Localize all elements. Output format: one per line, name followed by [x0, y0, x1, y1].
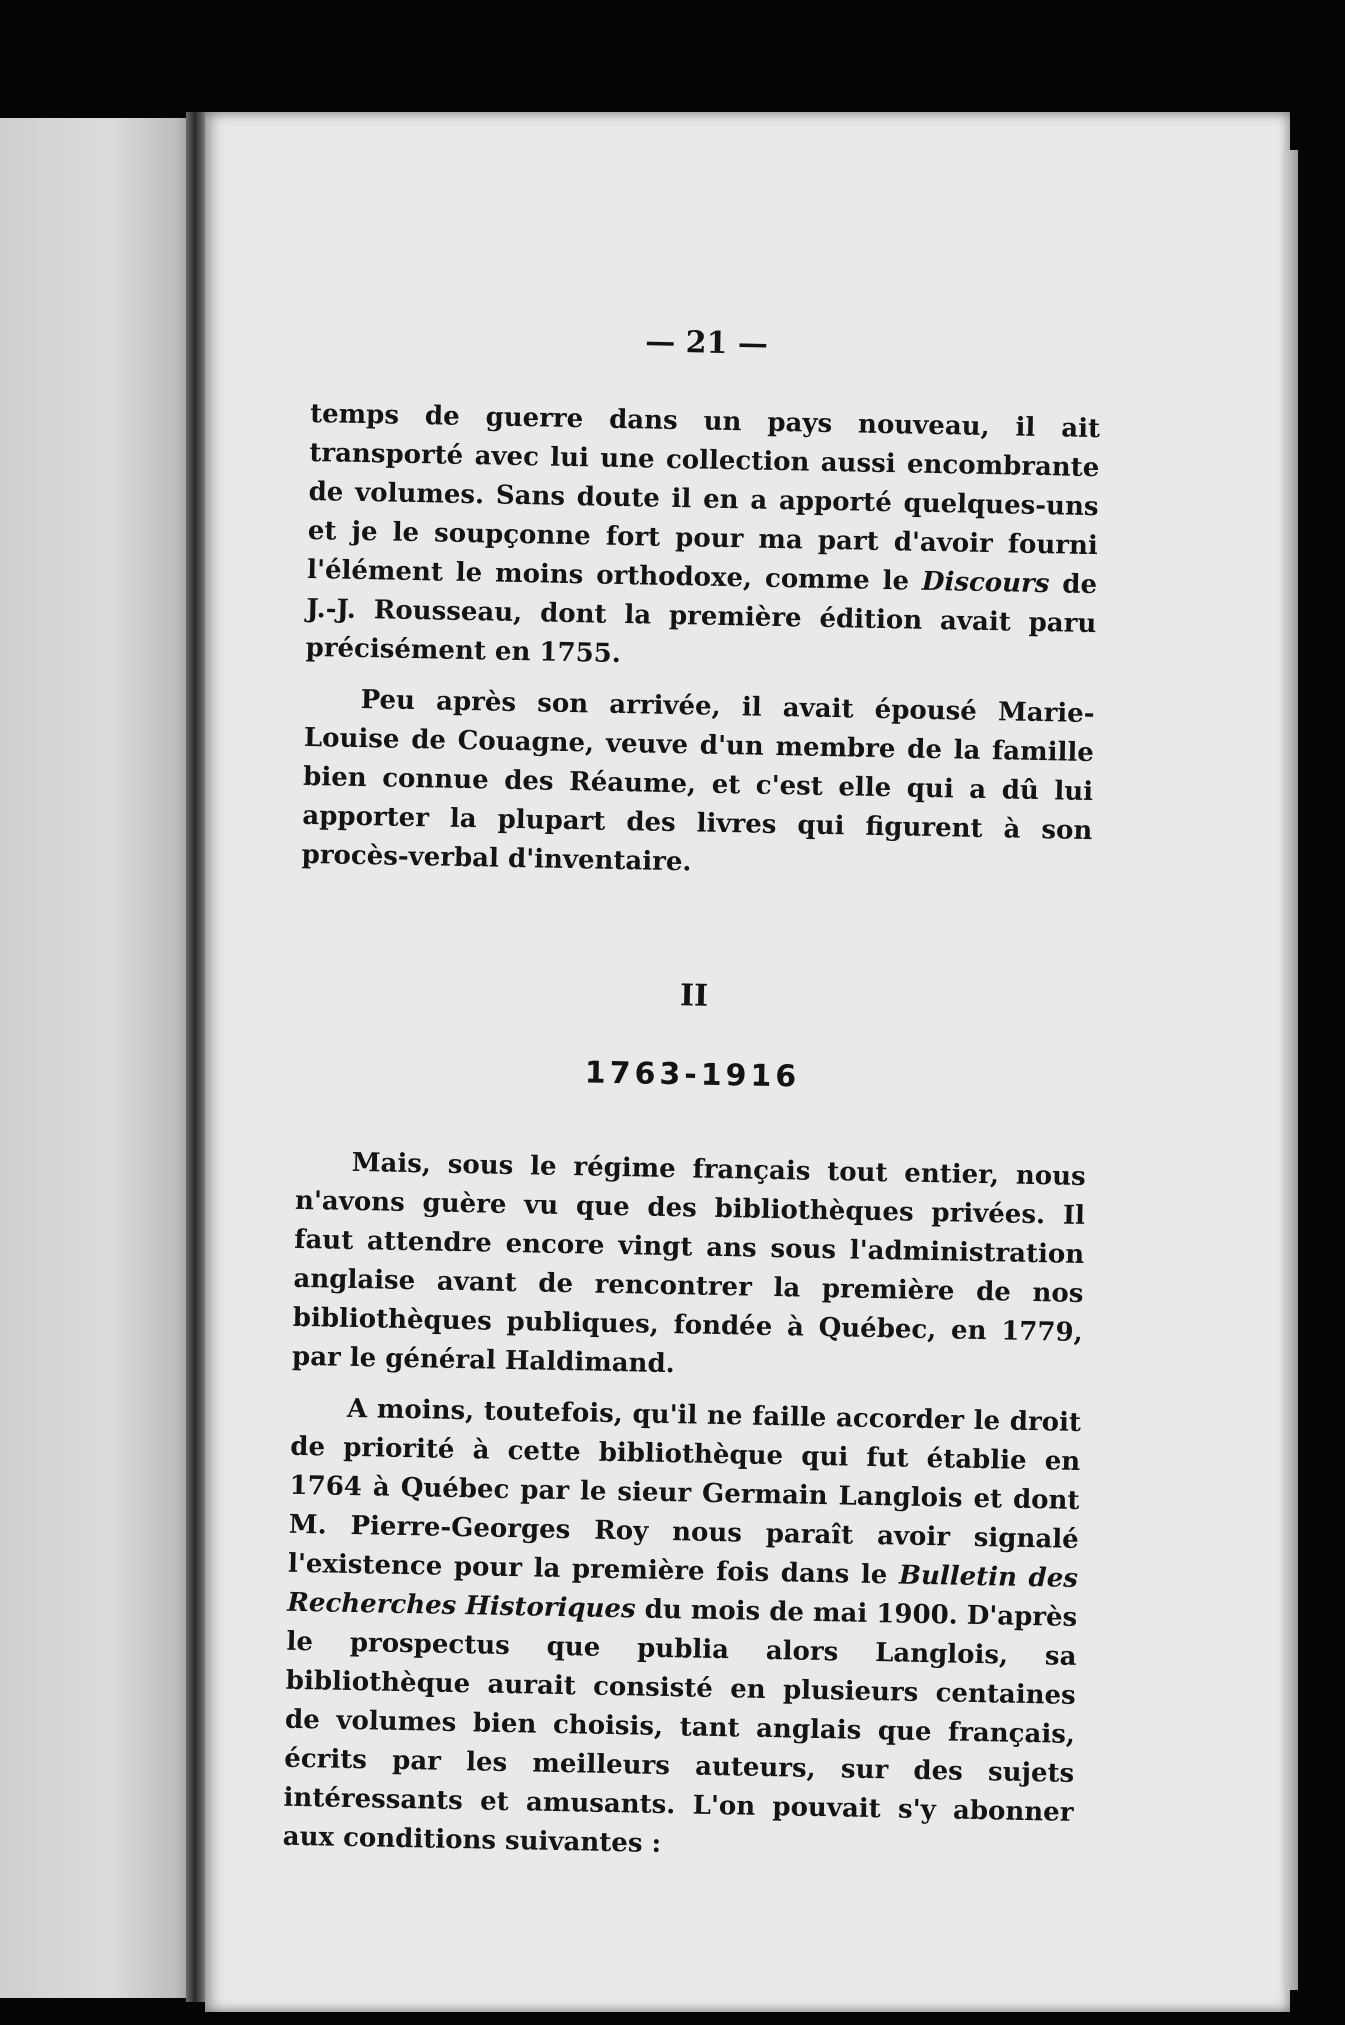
section-number: II: [679, 978, 709, 1014]
paragraph-text: A moins, toutefois, qu'il ne faille accorder le droit de priorité à cette bibliothèque qui fut établie en 1764 à Québec par le sieur Germain Langlois et dont M. Pierre-Georges Roy nous paraît avoir signalé l'existence pour la première fois dans le: [287, 1393, 1082, 1591]
paragraph: [301, 680, 1095, 890]
paragraph-text: Peu après son arrivée, il avait épousé Marie-Louise de Couagne, veuve d'un membre de la famille bien connue des Réaume, et c'est elle qui a dû lui apporter la plupart des livres qui figurent à son procès-verbal d'inventaire.: [301, 685, 1095, 878]
paragraph: [282, 1389, 1081, 1872]
italic-title: Bulletin des Recherches Historiques: [287, 1560, 1079, 1625]
text-block-top: [301, 395, 1100, 890]
paragraph: [292, 1143, 1086, 1392]
paragraph-text: de J.-J. Rousseau, dont la première édition avait paru précisément en 1755.: [305, 569, 1098, 669]
text-block-bottom: [282, 1143, 1086, 1872]
paragraph-text: temps de guerre dans un pays nouveau, il ait transporté avec lui une collection aussi encombrante de volumes. Sans doute il en a apporté quelques-uns et je le soupçonne fort pour ma part d'avoir fourni l'élément le moins orthodoxe, comme le: [306, 398, 1101, 597]
paragraph: [305, 395, 1100, 683]
left-page-edge: [0, 118, 200, 1998]
section-dates: 1763-1916: [584, 1055, 801, 1095]
page-stack-edge: [1282, 150, 1298, 1990]
paragraph-text: du mois de mai 1900. D'après le prospectus que publia alors Langlois, sa bibliothèque aurait consisté en plusieurs centaines de volumes bien choisis, tant anglais que français, écrits par les meilleurs auteurs, sur des sujets intéressants et amusants. L'on pouvait s'y abonner aux conditions suivantes :: [282, 1594, 1078, 1859]
italic-title: Discours: [921, 566, 1050, 600]
paragraph-text: Mais, sous le régime français tout entier, nous n'avons guère vu que des bibliothèques privées. Il faut attendre encore vingt ans sous l'administration anglaise avant de rencontrer la première de nos bibliothèques publiques, fondée à Québec, en 1779, par le général Haldimand.: [291, 1147, 1086, 1380]
page-number: — 21 —: [644, 324, 769, 362]
page-text: [282, 318, 1101, 1872]
